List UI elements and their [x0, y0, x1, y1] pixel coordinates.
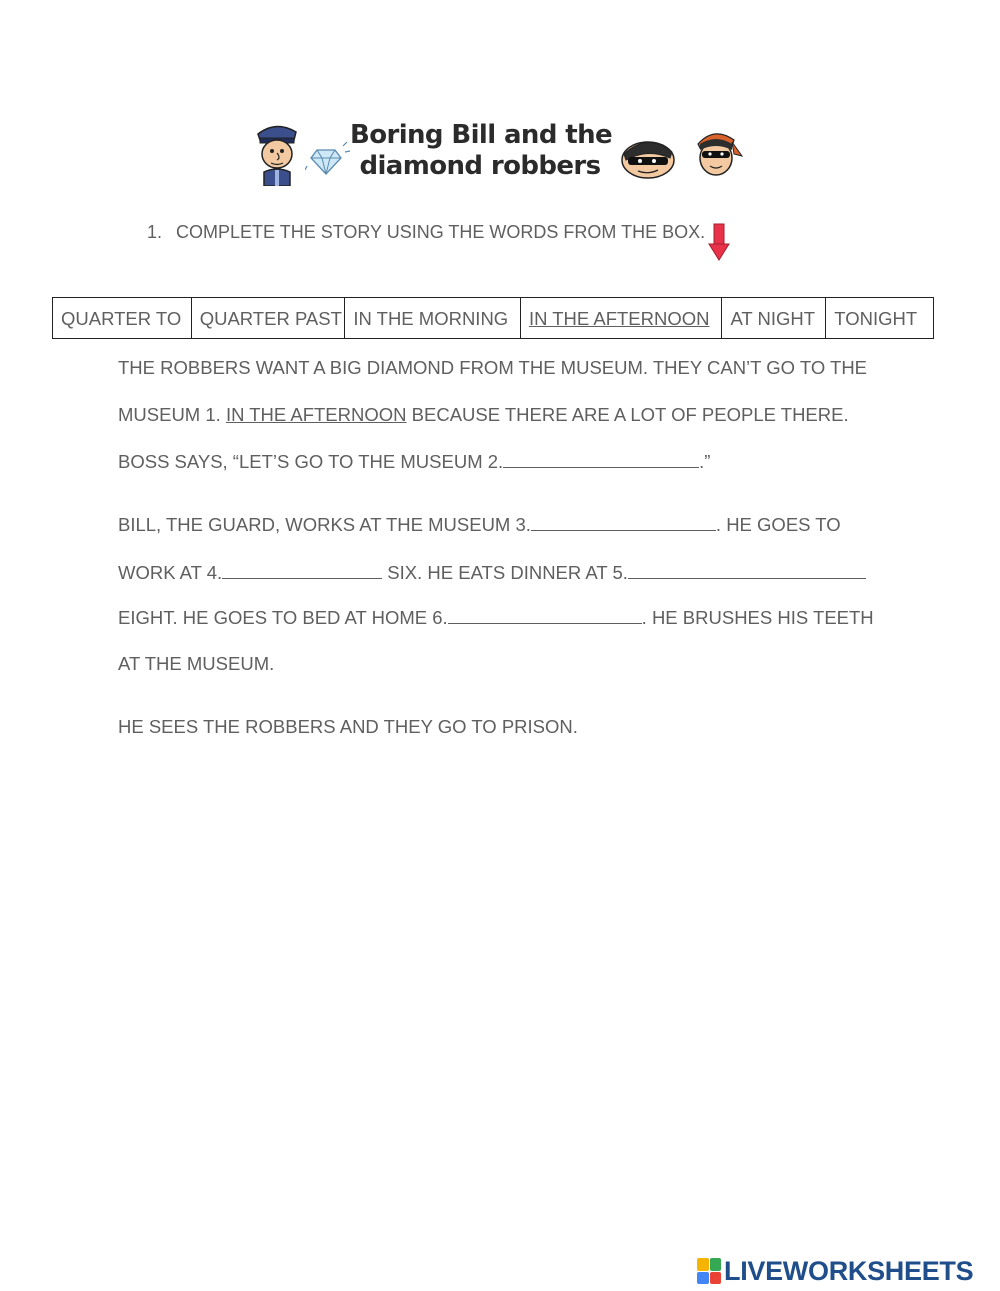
story-line: [118, 716, 578, 738]
word-bank-item: AT NIGHT: [722, 298, 826, 338]
story-line: [118, 514, 841, 536]
story-text: WORK AT 4.: [118, 562, 223, 583]
story-line: [118, 653, 274, 675]
title-line-2: diamond robbers: [359, 151, 601, 181]
story-text: BILL, THE GUARD, WORKS AT THE MUSEUM 3.: [118, 514, 531, 535]
story-text: AT THE MUSEUM.: [118, 653, 275, 674]
word-bank-item: QUARTER TO: [53, 298, 192, 338]
answer-5-blank[interactable]: [628, 562, 866, 579]
arrow-down-icon: [708, 223, 730, 261]
story-line: [118, 357, 867, 379]
liveworksheets-logo: [697, 1256, 973, 1286]
word-bank-item: TONIGHT: [834, 308, 918, 329]
story-line: [118, 451, 710, 473]
answer-4-blank[interactable]: [222, 562, 382, 579]
diamond-icon: [305, 142, 351, 178]
answer-3-blank[interactable]: [531, 514, 716, 531]
word-bank-item: IN THE MORNING: [345, 298, 521, 338]
story-text: EIGHT. HE GOES TO BED AT HOME 6.: [118, 607, 448, 628]
story-text: SIX. HE EATS DINNER AT 5.: [382, 562, 628, 583]
story-text: MUSEUM 1.: [118, 404, 226, 425]
answer-6-blank[interactable]: [448, 607, 642, 624]
robbers-illustration-icon: [618, 124, 746, 184]
instruction-text: COMPLETE THE STORY USING THE WORDS FROM THE BOX.: [176, 222, 706, 242]
logo-text: LIVEWORKSHEETS: [724, 1255, 974, 1286]
logo-blocks-icon: [697, 1258, 721, 1284]
story-text: .”: [699, 451, 711, 472]
word-bank: [52, 297, 934, 339]
guard-illustration-icon: [254, 120, 300, 186]
answer-2-blank[interactable]: [503, 451, 699, 468]
story-line: [118, 562, 866, 584]
worksheet-title: [350, 120, 613, 182]
word-bank-item: QUARTER PAST: [192, 298, 346, 338]
story-text: BOSS SAYS, “LET’S GO TO THE MUSEUM 2.: [118, 451, 504, 472]
story-text: HE SEES THE ROBBERS AND THEY GO TO PRISON.: [118, 716, 578, 737]
story-text: . HE GOES TO: [715, 514, 841, 535]
story-text: . HE BRUSHES HIS TEETH: [641, 607, 874, 628]
instruction-number: 1.: [147, 222, 163, 242]
story-line: [118, 607, 874, 629]
title-line-1: Boring Bill and the: [350, 120, 613, 150]
word-bank-item-used: IN THE AFTERNOON: [521, 298, 723, 338]
story-line: [118, 404, 849, 426]
story-text: THE ROBBERS WANT A BIG DIAMOND FROM THE MUSEUM. THEY CAN’T GO TO THE: [118, 357, 868, 378]
story-text: BECAUSE THERE ARE A LOT OF PEOPLE THERE.: [406, 404, 849, 425]
instruction: [147, 222, 705, 243]
worksheet-header: [250, 112, 750, 192]
answer-1-filled[interactable]: IN THE AFTERNOON: [225, 404, 407, 425]
